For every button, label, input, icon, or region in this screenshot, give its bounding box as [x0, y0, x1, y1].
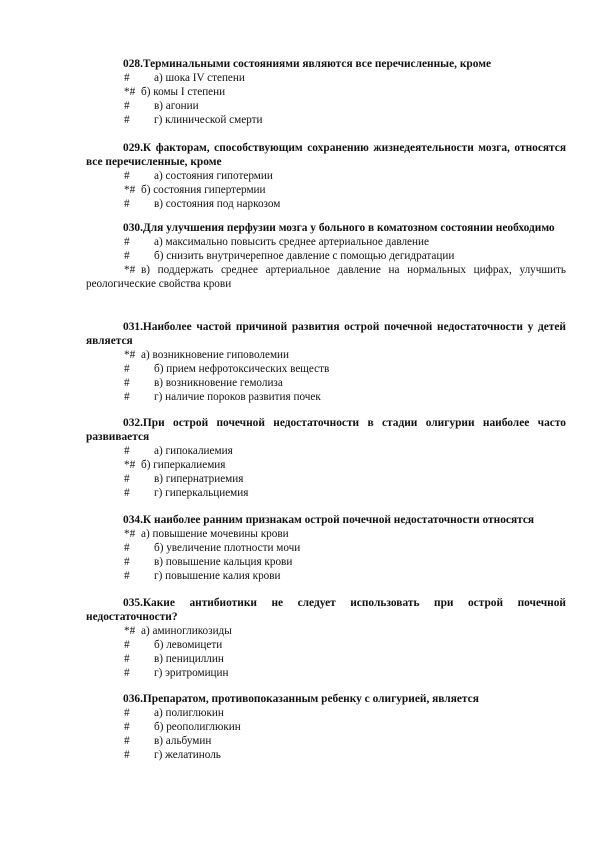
answer-option-correct	[86, 183, 566, 197]
answer-option-correct	[86, 527, 566, 541]
answer-marker: #	[124, 198, 130, 210]
answer-text: в) альбумин	[154, 735, 212, 747]
question-title: 028.Терминальными состояниями являются все перечисленные, кроме	[123, 58, 492, 70]
answer-text: а) шока IV степени	[154, 72, 245, 84]
answer-text: г) эритромицин	[154, 667, 229, 679]
answer-marker: #	[124, 377, 130, 389]
answer-option	[86, 652, 566, 666]
answer-option-correct	[86, 263, 566, 291]
answer-marker: #	[124, 445, 130, 457]
answer-text: а) повышение мочевины крови	[141, 528, 289, 540]
answer-option	[86, 362, 566, 376]
question-title: 030.Для улучшения перфузии мозга у больного в коматозном состоянии необходимо	[123, 222, 555, 234]
answer-text: в) поддержать среднее артериальное давление на нормальных цифрах, улучшить реологические свойства крови	[86, 264, 566, 290]
question-title: 032.При острой почечной недостаточности в стадии олигурии наиболее часто развивается	[86, 417, 566, 443]
answer-option	[86, 666, 566, 680]
answer-marker: #	[124, 236, 130, 248]
answer-text: г) желатиноль	[154, 749, 221, 761]
answer-text: б) реополиглюкин	[154, 721, 241, 733]
question-036	[86, 692, 566, 762]
question-title: 031.Наиболее частой причиной развития острой почечной недостаточности у детей является	[86, 321, 566, 347]
answer-text: б) снизить внутричерепное давление с помощью дегидратации	[154, 250, 455, 262]
answer-marker: *#	[124, 459, 136, 471]
answer-option-correct	[86, 348, 566, 362]
answer-option	[86, 235, 566, 249]
question-032	[86, 416, 566, 500]
answer-option	[86, 197, 566, 211]
answer-text: б) левомицети	[154, 639, 223, 651]
answer-text: в) состояния под наркозом	[154, 198, 281, 210]
answer-option	[86, 555, 566, 569]
question-title: 034.К наиболее ранним признакам острой почечной недостаточности относятся	[123, 514, 535, 526]
answer-option	[86, 720, 566, 734]
answer-option	[86, 748, 566, 762]
question-029	[86, 141, 566, 211]
answer-text: в) пенициллин	[154, 653, 224, 665]
answer-text: а) полиглюкин	[154, 707, 224, 719]
question-031	[86, 320, 566, 404]
answer-option	[86, 71, 566, 85]
answer-marker: #	[124, 250, 130, 262]
answer-marker: *#	[124, 264, 136, 276]
answer-text: г) повышение калия крови	[154, 570, 281, 582]
answer-option	[86, 444, 566, 458]
question-title: 036.Препаратом, противопоказанным ребенку с олигурией, является	[123, 693, 479, 705]
answer-text: в) повышение кальция крови	[154, 556, 293, 568]
answer-marker: #	[124, 170, 130, 182]
answer-text: г) наличие пороков развития почек	[154, 391, 321, 403]
answer-text: в) возникновение гемолиза	[154, 377, 283, 389]
answer-marker: #	[124, 707, 130, 719]
answer-option-correct	[86, 85, 566, 99]
answer-option	[86, 486, 566, 500]
question-028	[86, 57, 566, 127]
answer-text: б) прием нефротоксических веществ	[154, 363, 330, 375]
answer-marker: *#	[124, 528, 136, 540]
answer-text: б) состояния гипертермии	[141, 184, 266, 196]
answer-text: б) гиперкалиемия	[141, 459, 226, 471]
answer-option	[86, 99, 566, 113]
question-034	[86, 513, 566, 583]
answer-marker: *#	[124, 86, 136, 98]
answer-marker: #	[124, 363, 130, 375]
answer-marker: #	[124, 735, 130, 747]
answer-marker: #	[124, 473, 130, 485]
question-title: 029.К факторам, способствующим сохранению жизнедеятельности мозга, относятся все перечисленные, кроме	[86, 142, 566, 168]
answer-option-correct	[86, 458, 566, 472]
answer-marker: *#	[124, 349, 136, 361]
answer-marker: #	[124, 542, 130, 554]
answer-marker: #	[124, 487, 130, 499]
answer-option	[86, 638, 566, 652]
answer-text: б) увеличение плотности мочи	[154, 542, 301, 554]
answer-marker: #	[124, 72, 130, 84]
answer-text: в) агонии	[154, 100, 199, 112]
answer-marker: #	[124, 570, 130, 582]
answer-text: г) гиперкальциемия	[154, 487, 249, 499]
answer-marker: #	[124, 749, 130, 761]
answer-text: г) клинической смерти	[154, 114, 263, 126]
answer-marker: #	[124, 114, 130, 126]
answer-option	[86, 734, 566, 748]
answer-text: а) гипокалиемия	[154, 445, 233, 457]
answer-option	[86, 249, 566, 263]
answer-text: а) максимально повысить среднее артериальное давление	[154, 236, 429, 248]
answer-marker: #	[124, 639, 130, 651]
answer-marker: #	[124, 100, 130, 112]
answer-option	[86, 113, 566, 127]
answer-text: в) гипернатриемия	[154, 473, 244, 485]
answer-option	[86, 541, 566, 555]
answer-marker: #	[124, 391, 130, 403]
answer-marker: #	[124, 721, 130, 733]
answer-text: а) состояния гипотермии	[154, 170, 273, 182]
question-title: 035.Какие антибиотики не следует использовать при острой почечной недостаточности?	[86, 597, 566, 623]
answer-option	[86, 569, 566, 583]
answer-option	[86, 472, 566, 486]
question-030	[86, 221, 566, 291]
answer-option	[86, 706, 566, 720]
answer-marker: *#	[124, 184, 136, 196]
answer-option	[86, 169, 566, 183]
question-035	[86, 596, 566, 680]
answer-marker: *#	[124, 625, 136, 637]
answer-marker: #	[124, 556, 130, 568]
answer-marker: #	[124, 653, 130, 665]
answer-option	[86, 376, 566, 390]
answer-marker: #	[124, 667, 130, 679]
answer-text: а) аминогликозиды	[141, 625, 232, 637]
answer-text: б) комы I степени	[141, 86, 226, 98]
answer-option	[86, 390, 566, 404]
answer-option-correct	[86, 624, 566, 638]
answer-text: а) возникновение гиповолемии	[141, 349, 290, 361]
